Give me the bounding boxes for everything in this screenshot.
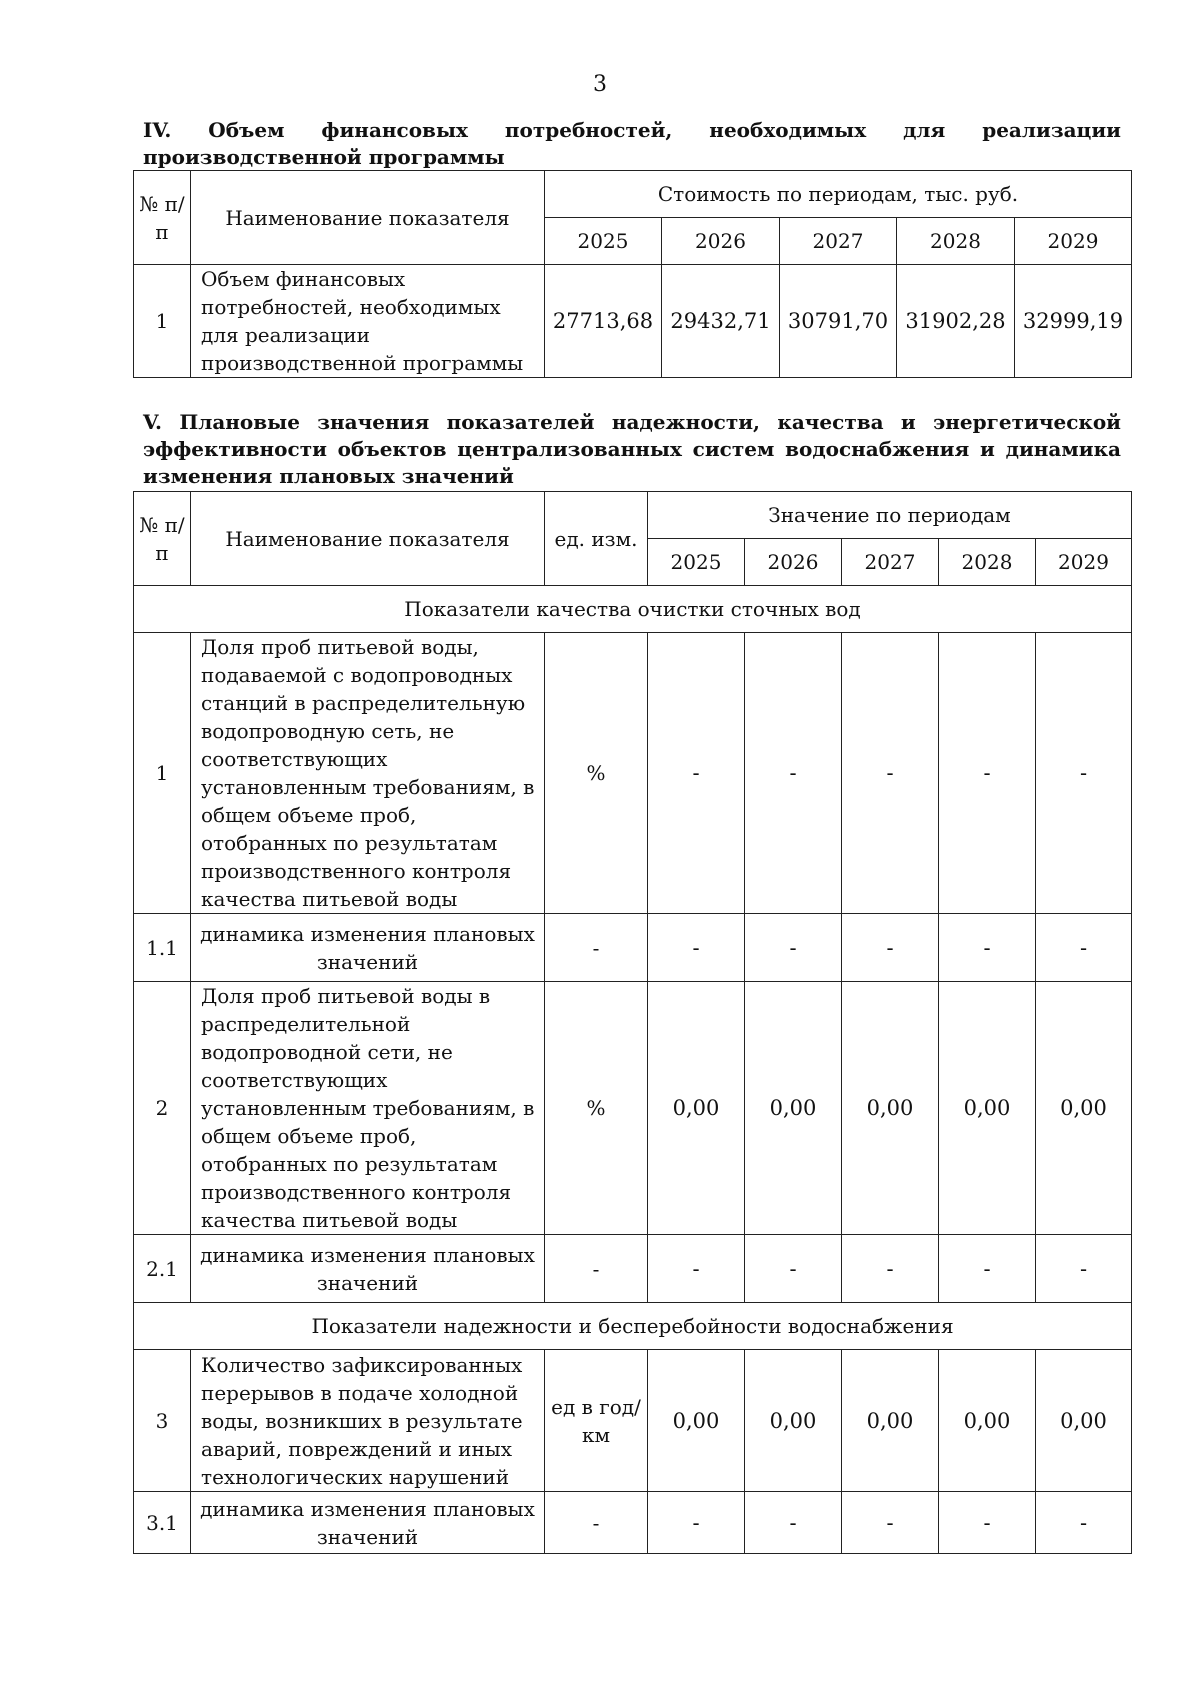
row-value: 32999,19	[1015, 265, 1132, 378]
row-value: 0,00	[648, 982, 745, 1235]
row-name: Доля проб питьевой воды в распределительной водопроводной сети, не соответствующих установленным требованиям, в общем объеме проб, отобранных по результатам производственного контроля качества питьевой воды	[191, 982, 545, 1235]
row-num: 2	[134, 982, 191, 1235]
header-year: 2029	[1036, 539, 1132, 586]
row-value: 0,00	[745, 982, 842, 1235]
row-name: динамика изменения плановых значений	[191, 1492, 545, 1554]
table-header-row	[134, 171, 1132, 218]
table-row	[134, 1235, 1132, 1303]
row-value: 27713,68	[545, 265, 662, 378]
indicators-table	[133, 491, 1132, 1554]
row-value: -	[939, 633, 1036, 914]
row-value: -	[939, 1235, 1036, 1303]
row-num: 2.1	[134, 1235, 191, 1303]
row-value: 0,00	[939, 982, 1036, 1235]
row-value: -	[648, 1235, 745, 1303]
row-unit: -	[545, 1492, 648, 1554]
row-value: -	[648, 1492, 745, 1554]
row-value: 31902,28	[897, 265, 1015, 378]
header-num: № п/п	[134, 492, 191, 586]
row-value: 29432,71	[662, 265, 780, 378]
header-unit: ед. изм.	[545, 492, 648, 586]
row-value: -	[745, 633, 842, 914]
row-num: 1	[134, 265, 191, 378]
row-unit: -	[545, 914, 648, 982]
header-year: 2026	[745, 539, 842, 586]
row-value: -	[1036, 1492, 1132, 1554]
header-cost-periods: Стоимость по периодам, тыс. руб.	[545, 171, 1132, 218]
row-num: 1	[134, 633, 191, 914]
row-unit: %	[545, 982, 648, 1235]
row-num: 3	[134, 1350, 191, 1492]
row-value: -	[1036, 1235, 1132, 1303]
row-value: -	[648, 914, 745, 982]
table-row	[134, 633, 1132, 914]
table-row	[134, 914, 1132, 982]
header-year: 2027	[842, 539, 939, 586]
row-value: -	[745, 914, 842, 982]
row-value: 0,00	[1036, 1350, 1132, 1492]
group-row	[134, 586, 1132, 633]
row-value: 30791,70	[780, 265, 897, 378]
row-value: -	[842, 1235, 939, 1303]
header-num: № п/п	[134, 171, 191, 265]
header-year: 2025	[648, 539, 745, 586]
row-num: 3.1	[134, 1492, 191, 1554]
row-name: Доля проб питьевой воды, подаваемой с водопроводных станций в распределительную водопроводную сеть, не соответствующих установленным требованиям, в общем объеме проб, отобранных по результатам производственного контроля качества питьевой воды	[191, 633, 545, 914]
row-value: -	[1036, 914, 1132, 982]
row-value: 0,00	[842, 1350, 939, 1492]
header-name: Наименование показателя	[191, 171, 545, 265]
row-value: 0,00	[939, 1350, 1036, 1492]
row-value: -	[842, 633, 939, 914]
row-value: -	[939, 914, 1036, 982]
row-value: 0,00	[1036, 982, 1132, 1235]
row-value: -	[745, 1492, 842, 1554]
row-unit: -	[545, 1235, 648, 1303]
header-year: 2028	[939, 539, 1036, 586]
header-year: 2027	[780, 218, 897, 265]
table-row	[134, 1350, 1132, 1492]
section-4-title: IV. Объем финансовых потребностей, необходимых для реализации производственной программы	[143, 118, 1121, 169]
row-unit: ед в год/ км	[545, 1350, 648, 1492]
row-value: -	[939, 1492, 1036, 1554]
header-year: 2029	[1015, 218, 1132, 265]
section-5-title: V. Плановые значения показателей надежности, качества и энергетической эффективности объектов централизованных систем водоснабжения и динамика изменения плановых значений	[143, 410, 1121, 488]
page-number: 3	[593, 72, 607, 97]
table-row	[134, 1492, 1132, 1554]
row-value: -	[1036, 633, 1132, 914]
group-title-quality: Показатели качества очистки сточных вод	[134, 586, 1132, 633]
row-name: Количество зафиксированных перерывов в подаче холодной воды, возникших в результате аварий, повреждений и иных технологических нарушений	[191, 1350, 545, 1492]
row-name: динамика изменения плановых значений	[191, 1235, 545, 1303]
table-header-row	[134, 492, 1132, 539]
table-row	[134, 982, 1132, 1235]
header-year: 2026	[662, 218, 780, 265]
header-value-periods: Значение по периодам	[648, 492, 1132, 539]
table-row	[134, 265, 1132, 378]
header-name: Наименование показателя	[191, 492, 545, 586]
financial-needs-table	[133, 170, 1132, 378]
header-year: 2028	[897, 218, 1015, 265]
row-value: -	[648, 633, 745, 914]
row-value: -	[842, 914, 939, 982]
row-value: -	[745, 1235, 842, 1303]
group-title-reliability: Показатели надежности и бесперебойности водоснабжения	[134, 1303, 1132, 1350]
row-value: 0,00	[842, 982, 939, 1235]
row-unit: %	[545, 633, 648, 914]
row-value: -	[842, 1492, 939, 1554]
row-num: 1.1	[134, 914, 191, 982]
row-name: Объем финансовых потребностей, необходимых для реализации производственной программы	[191, 265, 545, 378]
row-value: 0,00	[648, 1350, 745, 1492]
group-row	[134, 1303, 1132, 1350]
row-name: динамика изменения плановых значений	[191, 914, 545, 982]
header-year: 2025	[545, 218, 662, 265]
row-value: 0,00	[745, 1350, 842, 1492]
